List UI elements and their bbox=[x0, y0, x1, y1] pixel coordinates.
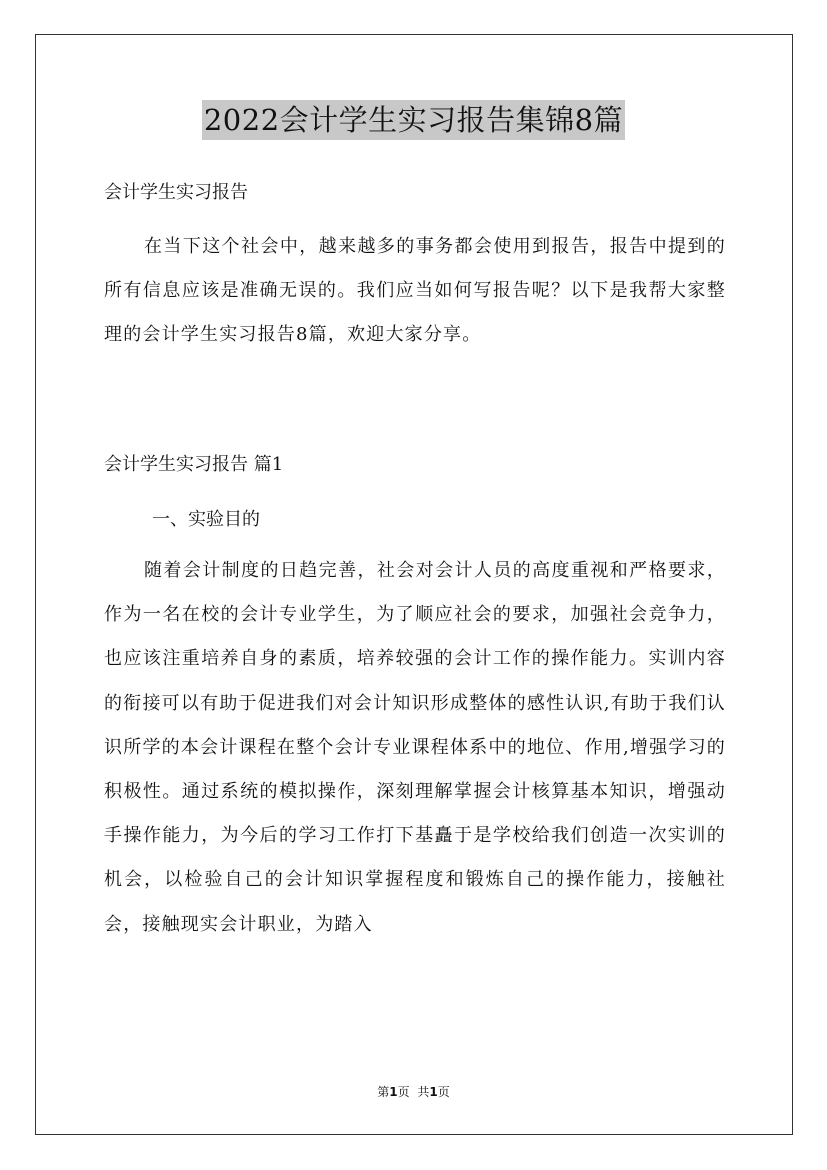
footer-total-prefix: 共 bbox=[417, 1085, 430, 1099]
footer-total-suffix: 页 bbox=[437, 1085, 450, 1099]
document-title bbox=[0, 100, 827, 140]
item-heading: 一、实验目的 bbox=[152, 509, 260, 530]
footer-page-prefix: 第 bbox=[377, 1085, 390, 1099]
document-title-text: 2022会计学生实习报告集锦8篇 bbox=[202, 100, 625, 140]
intro-paragraph: 在当下这个社会中，越来越多的事务都会使用到报告，报告中提到的所有信息应该是准确无误的。我们应当如何写报告呢？以下是我帮大家整理的会计学生实习报告8篇，欢迎大家分享。 bbox=[104, 236, 726, 346]
section-heading: 会计学生实习报告 篇1 bbox=[104, 454, 284, 475]
footer-page-suffix: 页 bbox=[397, 1085, 410, 1099]
page-footer bbox=[0, 1084, 827, 1100]
footer-page-number: 1 bbox=[389, 1085, 398, 1099]
body-paragraph: 随着会计制度的日趋完善，社会对会计人员的高度重视和严格要求，作为一名在校的会计专业学生，为了顺应社会的要求，加强社会竞争力，也应该注重培养自身的素质，培养较强的会计工作的操作能力。实训内容的衔接可以有助于促进我们对会计知识形成整体的感性认识,有助于我们认识所学的本会计课程在整个会计专业课程体系中的地位、作用,增强学习的积极性。通过系统的模拟操作，深刻理解掌握会计核算基本知识，增强动手操作能力，为今后的学习工作打下基矗于是学校给我们创造一次实训的机会，以检验自己的会计知识掌握程度和锻炼自己的操作能力，接触社会，接触现实会计职业，为踏入 bbox=[104, 560, 726, 935]
footer-total-pages: 1 bbox=[429, 1085, 438, 1099]
document-subtitle: 会计学生实习报告 bbox=[104, 182, 248, 203]
